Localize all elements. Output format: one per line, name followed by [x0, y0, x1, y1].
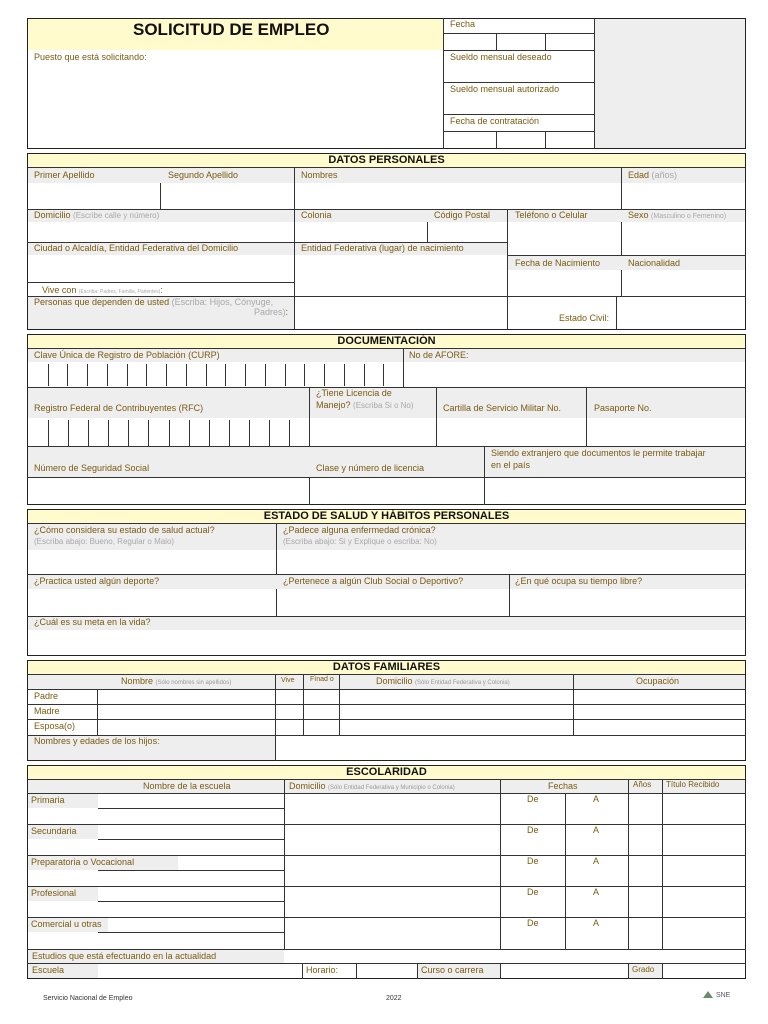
- curp-box-divider: [245, 364, 246, 386]
- licencia-label: ¿Tiene Licencia de: [316, 388, 392, 398]
- sne-logo-icon: [702, 990, 714, 1000]
- estado-civil-field[interactable]: [617, 297, 745, 329]
- sueldo-autorizado-label: Sueldo mensual autorizado: [450, 84, 560, 94]
- sueldo-deseado-field[interactable]: [444, 66, 594, 82]
- grado-label: Grado: [632, 965, 655, 974]
- curp-box-divider: [285, 364, 286, 386]
- familia-ocupacion-header: Ocupación: [636, 676, 680, 686]
- sne-logo-text: SNE: [715, 991, 731, 999]
- familia-domicilio-field-1[interactable]: [340, 690, 573, 703]
- esc-fecha-a-field-4[interactable]: [566, 900, 628, 916]
- curp-box-divider: [127, 364, 128, 386]
- fecha-a-label: A: [593, 918, 600, 928]
- primer-apellido-field[interactable]: [28, 184, 160, 209]
- familia-ocupacion-field-2[interactable]: [574, 705, 745, 718]
- fecha-de-label: De: [527, 887, 539, 897]
- sne-logo: [702, 990, 730, 1000]
- tiempo-libre-field[interactable]: [510, 590, 745, 615]
- dependientes-label: Personas que dependen de usted (Escriba: Hijos, Cónyuge,: [34, 297, 274, 307]
- curp-box-divider: [344, 364, 345, 386]
- fecha-contratacion-field[interactable]: [444, 132, 594, 148]
- escuela-field-1[interactable]: [98, 809, 284, 823]
- rfc-box-divider: [169, 420, 170, 446]
- club-label: ¿Pertenece a algún Club Social o Deportivo?: [283, 576, 464, 586]
- nombres-label: Nombres: [301, 170, 338, 180]
- primer-apellido-label: Primer Apellido: [34, 170, 95, 180]
- curp-box-divider: [225, 364, 226, 386]
- fecha-month[interactable]: [497, 34, 545, 50]
- fecha-a-label: A: [593, 887, 600, 897]
- esc-anos-field-3[interactable]: [629, 869, 662, 885]
- rfc-box-divider: [48, 420, 49, 446]
- estudios-actuales-label: Estudios que está efectuando en la actualidad: [32, 951, 217, 961]
- sueldo-deseado-label: Sueldo mensual deseado: [450, 52, 552, 62]
- esc-titulo-field-1[interactable]: [663, 807, 745, 823]
- esc-fecha-de-field-1[interactable]: [501, 807, 565, 823]
- fechas-header: Fechas: [548, 781, 578, 791]
- dependientes-label-2: Padres):: [254, 307, 289, 317]
- esc-fecha-a-field-5[interactable]: [566, 931, 628, 947]
- fecha-nacimiento-field[interactable]: [508, 271, 621, 296]
- esc-domicilio-header: Domicilio (Sólo Entidad Federativa y Municipio o Colonia): [289, 781, 455, 791]
- familia-vive-field-2[interactable]: [276, 705, 303, 718]
- esc-domicilio-field-4[interactable]: [285, 900, 500, 916]
- form-title: SOLICITUD DE EMPLEO: [133, 20, 330, 39]
- esc-domicilio-field-3[interactable]: [285, 869, 500, 885]
- nivel-label: Primaria: [31, 795, 65, 805]
- cronica-label: ¿Padece alguna enfermedad crónica?: [283, 525, 436, 535]
- fecha-a-label: A: [593, 825, 600, 835]
- cronica-hint: (Escriba abajo: Si y Explique o escriba: No): [283, 537, 437, 546]
- escuela-field-2[interactable]: [98, 840, 284, 854]
- dependientes-field[interactable]: [295, 297, 507, 329]
- deporte-label: ¿Practica usted algún deporte?: [34, 576, 160, 586]
- fecha-a-label: A: [593, 856, 600, 866]
- padre-label: Padre: [34, 691, 59, 701]
- fecha-nacimiento-label: Fecha de Nacimiento: [515, 258, 601, 268]
- salud-title: ESTADO DE SALUD Y HÁBITOS PERSONALES: [28, 510, 745, 524]
- curp-box-divider: [107, 364, 108, 386]
- entidad-nacimiento-label: Entidad Federativa (lugar) de nacimiento: [301, 243, 464, 253]
- nivel-label: Secundaria: [31, 826, 77, 836]
- salud-estado-label: ¿Cómo considera su estado de salud actual?: [34, 525, 215, 535]
- curp-box-divider: [166, 364, 167, 386]
- fecha-de-label: De: [527, 794, 539, 804]
- esc-fecha-de-field-3[interactable]: [501, 869, 565, 885]
- rfc-box-divider: [289, 420, 290, 446]
- fecha-de-label: De: [527, 918, 539, 928]
- meta-field[interactable]: [28, 631, 745, 655]
- familia-finado-field-1[interactable]: [304, 690, 339, 703]
- edad-field[interactable]: [622, 184, 745, 209]
- anos-header: Años: [633, 780, 652, 789]
- familia-vive-field-1[interactable]: [276, 690, 303, 703]
- escuela-actual-label: Escuela: [32, 965, 65, 975]
- fecha-year[interactable]: [546, 34, 594, 50]
- segundo-apellido-label: Segundo Apellido: [168, 170, 239, 180]
- curp-box-divider: [67, 364, 68, 386]
- telefono-field[interactable]: [508, 223, 621, 255]
- curso-field[interactable]: [501, 964, 628, 978]
- afore-field[interactable]: [404, 363, 745, 386]
- rfc-box-divider: [229, 420, 230, 446]
- header-right-panel: [595, 19, 745, 148]
- familia-domicilio-header: Domicilio (Sólo Entidad Federativa y Colonia): [376, 676, 510, 686]
- curp-box-divider: [146, 364, 147, 386]
- curso-label: Curso o carrera: [421, 965, 484, 975]
- telefono-label: Teléfono o Celular: [515, 210, 588, 220]
- domicilio-label: Domicilio (Escribe calle y número): [34, 210, 160, 220]
- curp-box-divider: [265, 364, 266, 386]
- familia-ocupacion-field-1[interactable]: [574, 690, 745, 703]
- esc-titulo-field-5[interactable]: [663, 931, 745, 947]
- esc-titulo-field-2[interactable]: [663, 838, 745, 854]
- nacionalidad-label: Nacionalidad: [628, 258, 681, 268]
- pasaporte-label: Pasaporte No.: [594, 403, 652, 413]
- esc-domicilio-field-1[interactable]: [285, 807, 500, 823]
- hijos-field[interactable]: [276, 736, 745, 760]
- familia-finado-field-2[interactable]: [304, 705, 339, 718]
- licencia-label-2: Manejo? (Escriba Si o No): [316, 400, 414, 410]
- esc-anos-field-1[interactable]: [629, 807, 662, 823]
- curp-label: Clave Única de Registro de Población (CURP): [34, 350, 220, 360]
- horario-label: Horario:: [306, 965, 339, 975]
- escuela-field-5[interactable]: [98, 933, 284, 947]
- esc-titulo-field-4[interactable]: [663, 900, 745, 916]
- rfc-box-divider: [108, 420, 109, 446]
- familia-domicilio-field-2[interactable]: [340, 705, 573, 718]
- vive-con-label: Vive con (Escriba: Padres, Familia, Parientes):: [42, 285, 163, 295]
- familia-domicilio-field-3[interactable]: [340, 720, 573, 733]
- salud-estado-hint: (Escriba abajo: Bueno, Regular o Malo): [34, 537, 175, 546]
- rfc-box-divider: [269, 420, 270, 446]
- grado-field[interactable]: [663, 964, 745, 978]
- familia-vive-header: Vive: [281, 677, 295, 684]
- esc-anos-field-2[interactable]: [629, 838, 662, 854]
- nss-field[interactable]: [28, 478, 309, 504]
- cartilla-label: Cartilla de Servicio Militar No.: [443, 403, 562, 413]
- deporte-field[interactable]: [28, 590, 276, 615]
- esc-domicilio-field-5[interactable]: [285, 931, 500, 947]
- colonia-field[interactable]: [295, 223, 427, 242]
- segundo-apellido-field[interactable]: [161, 184, 294, 209]
- rfc-label: Registro Federal de Contribuyentes (RFC): [34, 403, 204, 413]
- codigo-postal-label: Código Postal: [434, 210, 491, 220]
- sueldo-autorizado-field[interactable]: [444, 98, 594, 114]
- titulo-header: Título Recibido: [666, 780, 720, 789]
- nivel-label: Preparatoria o Vocacional: [31, 857, 135, 867]
- madre-label: Madre: [34, 706, 60, 716]
- familia-finado-header: Fìnad o: [310, 676, 334, 683]
- ciudad-label: Ciudad o Alcaldía, Entidad Federativa del Domicilio: [34, 243, 239, 253]
- meta-label: ¿Cuál es su meta en la vida?: [34, 617, 151, 627]
- afore-label: No de AFORE:: [409, 350, 469, 360]
- doc-title: DOCUMENTACIÓN: [28, 335, 745, 349]
- esc-fecha-de-field-4[interactable]: [501, 900, 565, 916]
- nss-label: Número de Seguridad Social: [34, 463, 150, 473]
- rfc-box-divider: [68, 420, 69, 446]
- fecha-a-label: A: [593, 794, 600, 804]
- esc-anos-field-5[interactable]: [629, 931, 662, 947]
- club-field[interactable]: [277, 590, 509, 615]
- fecha-de-label: De: [527, 825, 539, 835]
- curp-box-divider: [324, 364, 325, 386]
- escolaridad-title: ESCOLARIDAD: [28, 766, 745, 780]
- sexo-label: Sexo (Masculino o Femenino): [628, 210, 727, 220]
- curp-box-divider: [383, 364, 384, 386]
- licencia-field[interactable]: [310, 419, 436, 446]
- escuela-field-3[interactable]: [98, 871, 284, 885]
- esc-anos-field-4[interactable]: [629, 900, 662, 916]
- rfc-box-divider: [189, 420, 190, 446]
- extranjero-label-2: en el país: [491, 460, 531, 470]
- familia-title: DATOS FAMILIARES: [28, 661, 745, 675]
- esc-titulo-field-3[interactable]: [663, 869, 745, 885]
- nivel-label: Comercial u otras: [31, 919, 102, 929]
- codigo-postal-field[interactable]: [428, 223, 507, 242]
- curp-box-divider: [304, 364, 305, 386]
- escuela-header: Nombre de la escuela: [143, 781, 231, 791]
- nombres-field[interactable]: [295, 184, 621, 209]
- curp-box-divider: [186, 364, 187, 386]
- fecha-de-label: De: [527, 856, 539, 866]
- esc-fecha-a-field-3[interactable]: [566, 869, 628, 885]
- curp-field[interactable]: [28, 363, 403, 386]
- escuela-field-4[interactable]: [98, 902, 284, 916]
- esc-fecha-de-field-2[interactable]: [501, 838, 565, 854]
- curp-box-divider: [206, 364, 207, 386]
- familia-finado-field-3[interactable]: [304, 720, 339, 733]
- footer-org: Servicio Nacional de Empleo: [43, 995, 133, 1002]
- nivel-label: Profesional: [31, 888, 77, 898]
- curp-box-divider: [364, 364, 365, 386]
- puesto-label: Puesto que está solicitando:: [34, 52, 147, 62]
- ciudad-field[interactable]: [28, 256, 294, 282]
- colonia-label: Colonia: [301, 210, 332, 220]
- personal-title: DATOS PERSONALES: [28, 154, 745, 168]
- curp-box-divider: [48, 364, 49, 386]
- horario-field[interactable]: [357, 964, 417, 978]
- rfc-box-divider: [209, 420, 210, 446]
- pasaporte-field[interactable]: [587, 419, 745, 446]
- familia-nombre-field-3[interactable]: [98, 720, 275, 733]
- extranjero-field[interactable]: [485, 478, 745, 504]
- rfc-box-divider: [249, 420, 250, 446]
- salud-estado-field[interactable]: [28, 551, 276, 574]
- escuela-actual-field[interactable]: [99, 964, 302, 978]
- sexo-field[interactable]: [622, 223, 745, 255]
- familia-ocupacion-field-3[interactable]: [574, 720, 745, 733]
- esposa-label: Esposa(o): [34, 721, 76, 731]
- vive-con-field[interactable]: [295, 283, 507, 296]
- nacionalidad-field[interactable]: [622, 271, 745, 296]
- estado-civil-label: Estado Civil:: [559, 313, 610, 323]
- edad-label: Edad (años): [628, 170, 678, 180]
- domicilio-field[interactable]: [28, 223, 294, 242]
- footer-year: 2022: [386, 995, 402, 1002]
- curp-box-divider: [87, 364, 88, 386]
- cartilla-field[interactable]: [437, 419, 586, 446]
- fecha-day[interactable]: [444, 34, 496, 50]
- familia-nombre-field-1[interactable]: [98, 690, 275, 703]
- rfc-box-divider: [88, 420, 89, 446]
- clase-licencia-field[interactable]: [310, 478, 484, 504]
- esc-fecha-a-field-2[interactable]: [566, 838, 628, 854]
- fecha-contratacion-label: Fecha de contratación: [450, 116, 540, 126]
- esc-fecha-de-field-5[interactable]: [501, 931, 565, 947]
- esc-fecha-a-field-1[interactable]: [566, 807, 628, 823]
- entidad-nacimiento-field[interactable]: [295, 256, 507, 282]
- rfc-box-divider: [148, 420, 149, 446]
- puesto-field[interactable]: [28, 64, 443, 148]
- familia-nombre-field-2[interactable]: [98, 705, 275, 718]
- rfc-box-divider: [128, 420, 129, 446]
- familia-nombre-header: Nombre (Sólo nombres sin apellidos): [121, 676, 232, 686]
- extranjero-label: Siendo extranjero que documentos le permite trabajar: [491, 448, 706, 458]
- familia-vive-field-3[interactable]: [276, 720, 303, 733]
- tiempo-libre-label: ¿En qué ocupa su tiempo libre?: [515, 576, 643, 586]
- hijos-label: Nombres y edades de los hijos:: [34, 736, 160, 746]
- cronica-field[interactable]: [277, 551, 745, 574]
- fecha-label: Fecha: [450, 19, 476, 29]
- clase-licencia-label: Clase y número de licencia: [316, 463, 425, 473]
- esc-domicilio-field-2[interactable]: [285, 838, 500, 854]
